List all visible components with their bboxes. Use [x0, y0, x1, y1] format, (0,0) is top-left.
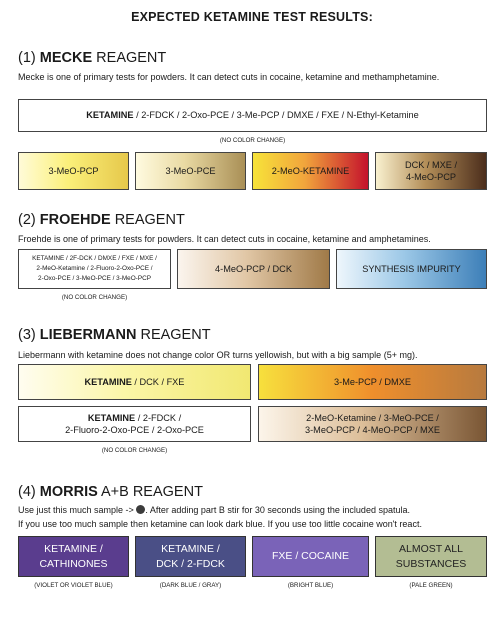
- morris-result-bright-blue: FXE / COCAINE: [252, 536, 369, 577]
- morris-result-dark-blue: KETAMINE / DCK / 2-FDCK: [135, 536, 246, 577]
- mecke-result-brown: DCK / MXE / 4-MeO-PCP: [375, 152, 487, 190]
- froehde-no-change-box: KETAMINE / 2F-DCK / DMXE / FXE / MXE / 2-MeO-Ketamine / 2-Fluoro-2-Oxo-PCE / 2-Oxo-PCE / 3-MeO-PCE / 3-MeO-PCP: [18, 249, 171, 289]
- morris-note-bright-blue: (BRIGHT BLUE): [287, 582, 334, 589]
- mecke-heading: (1) MECKE REAGENT: [18, 50, 167, 66]
- froehde-result-blue: SYNTHESIS IMPURITY: [336, 249, 487, 289]
- sample-size-dot-icon: [136, 505, 145, 514]
- liebermann-result-orange: 3-Me-PCP / DMXE: [258, 364, 487, 400]
- froehde-result-brown: 4-MeO-PCP / DCK: [177, 249, 330, 289]
- morris-note-dark-blue: (DARK BLUE / GRAY): [159, 582, 222, 589]
- liebermann-no-change-note: (NO COLOR CHANGE): [101, 447, 168, 454]
- froehde-no-change-note: (NO COLOR CHANGE): [61, 294, 128, 301]
- liebermann-result-brown: 2-MeO-Ketamine / 3-MeO-PCE / 3-MeO-PCP / 4-MeO-PCP / MXE: [258, 406, 487, 442]
- mecke-no-change-box: KETAMINE / 2-FDCK / 2-Oxo-PCE / 3-Me-PCP / DMXE / FXE / N-Ethyl-Ketamine: [18, 99, 487, 132]
- morris-description-line2: If you use too much sample then ketamine can look dark blue. If you use too little cocaine won't react.: [18, 519, 422, 529]
- mecke-result-tan: 3-MeO-PCE: [135, 152, 246, 190]
- morris-note-violet: (VIOLET OR VIOLET BLUE): [34, 582, 113, 589]
- morris-note-pale-green: (PALE GREEN): [409, 582, 453, 589]
- mecke-result-yellow: 3-MeO-PCP: [18, 152, 129, 190]
- liebermann-no-change-box: KETAMINE / 2-FDCK / 2-Fluoro-2-Oxo-PCE / 2-Oxo-PCE: [18, 406, 251, 442]
- page-title: EXPECTED KETAMINE TEST RESULTS:: [131, 10, 373, 24]
- mecke-no-change-note: (NO COLOR CHANGE): [219, 137, 286, 144]
- froehde-heading: (2) FROEHDE REAGENT: [18, 212, 185, 228]
- mecke-description: Mecke is one of primary tests for powders. It can detect cuts in cocaine, ketamine and methamphetamine.: [18, 72, 440, 82]
- liebermann-result-yellow: KETAMINE / DCK / FXE: [18, 364, 251, 400]
- mecke-result-red: 2-MeO-KETAMINE: [252, 152, 369, 190]
- morris-heading: (4) MORRIS A+B REAGENT: [18, 484, 203, 500]
- liebermann-heading: (3) LIEBERMANN REAGENT: [18, 327, 211, 343]
- froehde-description: Froehde is one of primary tests for powders. It can detect cuts in cocaine, ketamine and amphetamines.: [18, 234, 431, 244]
- morris-result-pale-green: ALMOST ALL SUBSTANCES: [375, 536, 487, 577]
- liebermann-description: Liebermann with ketamine does not change color OR turns yellowish, but with a big sample (5+ mg).: [18, 350, 418, 360]
- morris-description-line1: Use just this much sample -> . After adding part B stir for 30 seconds using the included spatula.: [18, 505, 410, 515]
- morris-result-violet: KETAMINE / CATHINONES: [18, 536, 129, 577]
